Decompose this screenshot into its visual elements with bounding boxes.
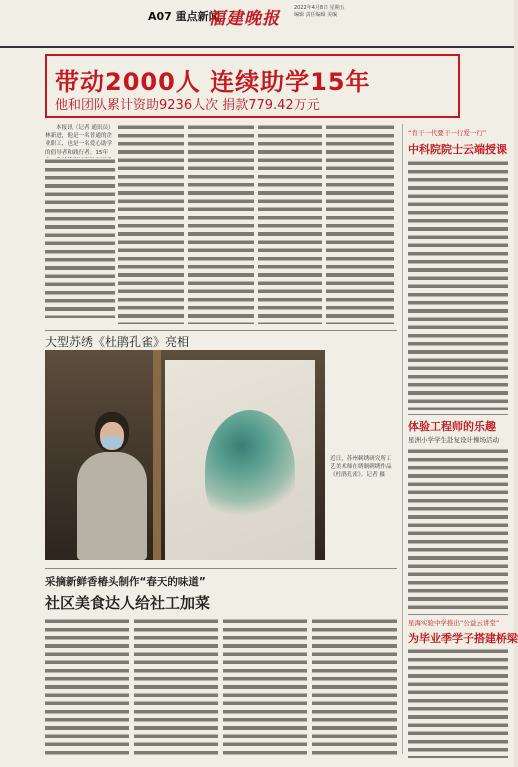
article3-column-4 — [312, 618, 397, 758]
section-label: A07 重点新闻 — [148, 10, 220, 23]
issue-date: 2022年4月8日 星期五 — [294, 5, 345, 11]
photo-caption: 近日，苏州刺绣研究所工艺美术师在绣制刺绣作品《杜鹃孔雀》。记者 摄 — [330, 456, 392, 479]
divider — [408, 614, 508, 615]
issue-editors: 编辑 责任编辑 美编 — [294, 12, 338, 18]
sidebar-story2-title: 体验工程师的乐趣 — [408, 420, 496, 433]
issue-meta — [294, 5, 345, 19]
lead-article-column-2 — [118, 124, 184, 324]
article3-column-3 — [223, 618, 307, 758]
column-divider — [402, 124, 403, 754]
sidebar-story3-title: 星海实验中学推出“公益云讲堂” — [408, 619, 500, 627]
article3-title: 社区美食达人给社工加菜 — [45, 594, 211, 612]
divider — [45, 568, 397, 569]
divider — [45, 330, 397, 331]
lead-headline-box — [45, 54, 460, 118]
sidebar-story3-body — [408, 648, 508, 758]
photo-title: 大型苏绣《杜鹃孔雀》亮相 — [45, 335, 190, 349]
sidebar-story1-kicker: “肯干一代要干一行爱一行” — [408, 129, 487, 137]
sidebar-story3-subtitle: 为毕业季学子搭建桥梁 — [408, 632, 518, 645]
sidebar-story1-body — [408, 160, 508, 410]
article3-column-1 — [45, 618, 129, 758]
lead-article-column-4 — [258, 124, 322, 324]
sidebar-story2-body — [408, 448, 508, 610]
lead-article-column-3 — [188, 124, 254, 324]
sidebar-story2-subtitle: 星洲小学学生赴复设计操场活动 — [408, 436, 499, 444]
sidebar-story1-title: 中科院院士云端授课 — [408, 143, 507, 156]
divider — [408, 414, 508, 415]
masthead — [0, 0, 514, 48]
newspaper-logo: 福建晚报 — [208, 9, 280, 29]
lead-article-paragraph: 本报讯（记者 通讯员）林新进，他是一名普通的企业职工，也是一名爱心助学的倡导者和践行者。15年 — [45, 125, 114, 156]
article3-column-2 — [134, 618, 218, 758]
embroiderer-figure — [73, 412, 151, 560]
lead-subheadline: 他和团队累计资助9236人次 捐款779.42万元 — [55, 98, 320, 113]
lead-headline: 带动2000人 连续助学15年 — [55, 68, 371, 96]
lead-article-column-5 — [326, 124, 394, 324]
peacock-motif — [205, 410, 295, 530]
article3-kicker: 采摘新鲜香椿头制作“春天的味道” — [45, 576, 206, 588]
lead-article-intro — [45, 124, 115, 156]
lead-article-column-1 — [45, 158, 115, 318]
embroidery-photo — [45, 350, 325, 560]
embroidery-frame — [153, 350, 161, 560]
